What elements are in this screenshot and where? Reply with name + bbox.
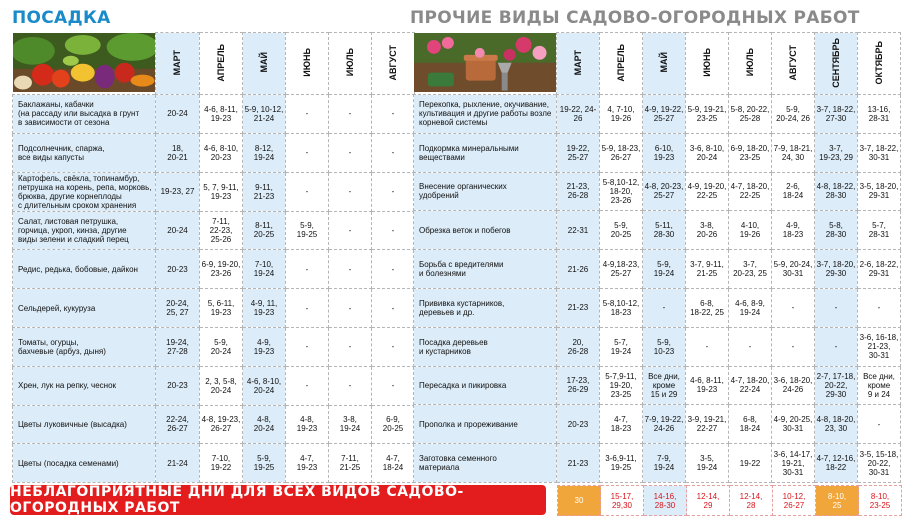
work-name: Салат, листовая петрушка, горчица, укроп, кинза, другие виды зелени и сладкий перец [13,211,156,250]
date-cell: - [286,172,329,211]
date-cell: 4-7, 18-24 [372,444,415,483]
table-row [13,250,415,289]
date-cell: 5-9, 10-23 [643,327,686,366]
date-cell: 21-26 [557,250,600,289]
date-cell: 3-5, 19-24 [686,444,729,483]
date-cell: 8-12, 19-24 [243,133,286,172]
date-cell: 4-7, 19-23 [286,444,329,483]
date-cell: 2-7, 17-18, 20-22, 29-30 [815,366,858,405]
work-name: Хрен, лук на репку, чеснок [13,366,156,405]
bad-days-cell: 10-12, 26-27 [773,486,816,516]
work-name: Томаты, огурцы, бахчевые (арбуз, дыня) [13,327,156,366]
date-cell: - [329,327,372,366]
date-cell: - [286,250,329,289]
work-name: Заготовка семенного материала [414,444,557,483]
date-cell: 5-9, 18-23, 26-27 [600,133,643,172]
month-header: МАЙ [243,33,286,95]
date-cell: 20-23 [557,405,600,444]
date-cell: 20-23 [156,250,200,289]
table-row [414,366,901,405]
date-cell: 4-7, 12-16, 18-22 [815,444,858,483]
work-name: Картофель, свёкла, топинамбур, петрушка на корень, репа, морковь, брюква, другие корнеплоды с длительным сроком хранения [13,172,156,211]
date-cell: 5-8, 28-30 [815,211,858,250]
date-cell: - [372,327,415,366]
date-cell: 21-23, 26-28 [557,172,600,211]
table-row [13,95,415,134]
date-cell: - [329,133,372,172]
other-works-header-row [414,33,901,95]
date-cell: - [858,288,901,327]
date-cell: 3-5, 18-20, 29-31 [858,172,901,211]
date-cell: 6-9, 20-25 [372,405,415,444]
date-cell: - [772,327,815,366]
table-row [414,133,901,172]
date-cell: - [372,172,415,211]
other-works-title: ПРОЧИЕ ВИДЫ САДОВО-ОГОРОДНЫХ РАБОТ [410,8,860,28]
planting-title: ПОСАДКА [12,8,111,28]
date-cell: 5-8,10-12, 18-20, 23-26 [600,172,643,211]
bad-days-cell: 12-14, 28 [730,486,773,516]
date-cell: - [772,288,815,327]
date-cell: 5-9, 20-25 [600,211,643,250]
date-cell: 4-8, 18-22, 28-30 [815,172,858,211]
work-name: Редис, редька, бобовые, дайкон [13,250,156,289]
date-cell: 19-24, 27-28 [156,327,200,366]
date-cell: 4-8, 20-23, 25-27 [643,172,686,211]
date-cell: 22-24, 26-27 [156,405,200,444]
date-cell: 7-9, 18-21, 24, 30 [772,133,815,172]
date-cell: 2, 3, 5-8, 20-24 [200,366,243,405]
date-cell: 6-9, 19-20, 23-26 [200,250,243,289]
date-cell: 21-23 [557,288,600,327]
work-name: Сельдерей, кукуруза [13,289,156,328]
planting-table [12,32,415,483]
month-header: ОКТЯБРЬ [858,33,901,95]
month-header: ИЮЛЬ [729,33,772,95]
table-row [414,172,901,211]
date-cell: - [729,327,772,366]
work-name: Пересадка и пикировка [414,366,557,405]
month-header: АПРЕЛЬ [600,33,643,95]
table-row [13,289,415,328]
date-cell: 5-9, 19-21, 23-25 [686,95,729,134]
date-cell: 21-23 [557,444,600,483]
date-cell: 3-6, 8-10, 20-24 [686,133,729,172]
date-cell: 19-22, 25-27 [557,133,600,172]
bad-days-cell: 15-17, 29,30 [601,486,644,516]
work-name: Цветы луковичные (высадка) [13,405,156,444]
date-cell: - [329,211,372,250]
date-cell: 5-9, 19-25 [286,211,329,250]
date-cell: 8-11, 20-25 [243,211,286,250]
date-cell: 7-10, 19-22 [200,444,243,483]
work-name: Перекопка, рыхление, окучивание, культивация и другие работы возле корневой системы [414,95,557,134]
work-name: Баклажаны, кабачки (на рассаду или высадка в грунт в зависимости от сезона [13,95,156,134]
table-row [414,444,901,483]
date-cell: 6-8, 18-22, 25 [686,288,729,327]
date-cell: 7-9, 19-22, 24-26 [643,405,686,444]
date-cell: 7-11, 21-25 [329,444,372,483]
date-cell: 4-10, 19-26 [729,211,772,250]
table-row [414,250,901,289]
date-cell: - [286,327,329,366]
date-cell: 5, 7, 9-11, 19-23 [200,172,243,211]
date-cell: 3-9, 19-21, 22-27 [686,405,729,444]
date-cell: 3-5, 15-18, 20-22, 30-31 [858,444,901,483]
month-header: ИЮНЬ [286,33,329,95]
work-name: Внесение органических удобрений [414,172,557,211]
date-cell: 4-6, 8-11, 19-23 [200,95,243,134]
date-cell: 5-9, 19-25 [243,444,286,483]
date-cell: 7-9, 19-24 [643,444,686,483]
date-cell: 5-9, 20-24, 26 [772,95,815,134]
work-name: Обрезка веток и побегов [414,211,557,250]
date-cell: 18, 20-21 [156,133,200,172]
date-cell: 4, 7-10, 19-26 [600,95,643,134]
bad-days-cell: 8-10, 23-25 [859,486,902,516]
date-cell: 22-31 [557,211,600,250]
date-cell: 4-9, 18-23 [772,211,815,250]
date-cell: 20-24, 25, 27 [156,289,200,328]
work-name: Посадка деревьев и кустарников [414,327,557,366]
bad-days-cell: 30 [558,486,601,516]
date-cell: - [329,95,372,134]
table-row [13,172,415,211]
date-cell: 5-7, 19-24 [600,327,643,366]
date-cell: - [372,366,415,405]
date-cell: - [815,327,858,366]
date-cell: 5-7,9-11, 19-20, 23-25 [600,366,643,405]
table-row [13,405,415,444]
date-cell: 3-7, 9-11, 21-25 [686,250,729,289]
date-cell: 4-9, 11, 19-23 [243,289,286,328]
date-cell: 7-10, 19-24 [243,250,286,289]
table-row [414,211,901,250]
table-row [414,288,901,327]
date-cell: 4-8, 20-24 [243,405,286,444]
date-cell: 3-8, 20-26 [686,211,729,250]
month-header: АВГУСТ [772,33,815,95]
date-cell: 6-10, 19-23 [643,133,686,172]
table-row [13,327,415,366]
table-row [13,444,415,483]
date-cell: 4-7, 18-23 [600,405,643,444]
date-cell: 5-8,10-12, 18-23 [600,288,643,327]
table-row [13,366,415,405]
table-row [414,327,901,366]
date-cell: 9-11, 21-23 [243,172,286,211]
date-cell: 5, 6-11, 19-23 [200,289,243,328]
date-cell: 3-7, 18-20, 29-30 [815,250,858,289]
other-works-table [413,32,901,483]
date-cell: - [372,211,415,250]
date-cell: - [372,133,415,172]
date-cell: - [286,366,329,405]
date-cell: 3-6, 18-20, 24-26 [772,366,815,405]
date-cell: 4-6, 8-11, 19-23 [686,366,729,405]
month-header: МАРТ [557,33,600,95]
table-row [13,133,415,172]
date-cell: 2-6, 18-22, 29-31 [858,250,901,289]
month-header: ИЮНЬ [686,33,729,95]
date-cell: 21-24 [156,444,200,483]
date-cell: - [372,289,415,328]
date-cell: 6-8, 18-24 [729,405,772,444]
date-cell: - [372,250,415,289]
date-cell: 20-24 [156,211,200,250]
month-header: ИЮЛЬ [329,33,372,95]
date-cell: 20, 26-28 [557,327,600,366]
date-cell: - [286,289,329,328]
month-header: СЕНТЯБРЬ [815,33,858,95]
table-row [13,211,415,250]
date-cell: 5-7, 28-31 [858,211,901,250]
date-cell: 4-7, 18-20, 22-24 [729,366,772,405]
table-row [414,405,901,444]
date-cell: 5-9, 10-12, 21-24 [243,95,286,134]
date-cell: 3-6, 16-18, 21-23, 30-31 [858,327,901,366]
date-cell: 3-7, 19-23, 29 [815,133,858,172]
date-cell: - [643,288,686,327]
work-name: Подкормка минеральными веществами [414,133,557,172]
work-name: Прополка и прореживание [414,405,557,444]
date-cell: 20-23 [156,366,200,405]
bad-days-cell: 14-16, 28-30 [644,486,687,516]
garden-tools-flowers-photo [414,33,557,95]
date-cell: - [329,366,372,405]
month-header: МАРТ [156,33,200,95]
work-name: Подсолнечник, спаржа, все виды капусты [13,133,156,172]
date-cell: 3-6,9-11, 19-25 [600,444,643,483]
date-cell: 4-8, 19-23 [286,405,329,444]
date-cell: 4-8, 18-20, 23, 30 [815,405,858,444]
date-cell: 13-16, 28-31 [858,95,901,134]
date-cell: 5-11, 28-30 [643,211,686,250]
date-cell: 4-9, 19-22, 25-27 [643,95,686,134]
date-cell: 7-11, 22-23, 25-26 [200,211,243,250]
work-name: Борьба с вредителями и болезнями [414,250,557,289]
date-cell: 2-6, 18-24 [772,172,815,211]
date-cell: 4-9, 19-20, 22-25 [686,172,729,211]
date-cell: 3-6, 14-17, 19-21, 30-31 [772,444,815,483]
date-cell: 19-22 [729,444,772,483]
date-cell: - [329,289,372,328]
date-cell: 20-24 [156,95,200,134]
date-cell: 4-7, 18-20, 22-25 [729,172,772,211]
date-cell: - [858,405,901,444]
date-cell: 4-9, 20-25, 30-31 [772,405,815,444]
bad-days-row [558,486,902,516]
month-header: АВГУСТ [372,33,415,95]
date-cell: 17-23, 26-29 [557,366,600,405]
date-cell: Все дни, кроме 9 и 24 [858,366,901,405]
date-cell: 5-9, 20-24, 30-31 [772,250,815,289]
date-cell: 3-7, 20-23, 25 [729,250,772,289]
date-cell: 3-8, 19-24 [329,405,372,444]
date-cell: 6-9, 18-20, 23-25 [729,133,772,172]
date-cell: - [329,250,372,289]
date-cell: - [286,95,329,134]
date-cell: 4-6, 8-9, 19-24 [729,288,772,327]
date-cell: 5-9, 20-24 [200,327,243,366]
month-header: МАЙ [643,33,686,95]
date-cell: 4-6, 8-10, 20-24 [243,366,286,405]
bad-days-banner: НЕБЛАГОПРИЯТНЫЕ ДНИ ДЛЯ ВСЕХ ВИДОВ САДОВО-ОГОРОДНЫХ РАБОТ [10,485,546,515]
date-cell: 5-9, 19-24 [643,250,686,289]
date-cell: 4-8, 19-23, 26-27 [200,405,243,444]
vegetables-photo [13,33,156,95]
date-cell: 3-7, 18-22, 30-31 [858,133,901,172]
bad-days-cell: 8-10, 25 [816,486,859,516]
date-cell: 19-23, 27 [156,172,200,211]
date-cell: - [372,95,415,134]
date-cell: 4-9, 19-23 [243,327,286,366]
work-name: Цветы (посадка семенами) [13,444,156,483]
date-cell: 19-22, 24-26 [557,95,600,134]
date-cell: - [329,172,372,211]
table-row [414,95,901,134]
date-cell: - [686,327,729,366]
bad-days-cell: 12-14, 29 [687,486,730,516]
work-name: Прививка кустарников, деревьев и др. [414,288,557,327]
date-cell: Все дни, кроме 15 и 29 [643,366,686,405]
planting-header-row [13,33,415,95]
date-cell: 5-8, 20-22, 25-28 [729,95,772,134]
date-cell: - [286,133,329,172]
date-cell: 4-6, 8-10, 20-23 [200,133,243,172]
date-cell: 3-7, 18-22, 27-30 [815,95,858,134]
month-header: АПРЕЛЬ [200,33,243,95]
date-cell: - [815,288,858,327]
date-cell: 4-9,18-23, 25-27 [600,250,643,289]
bad-days-table [557,485,902,516]
